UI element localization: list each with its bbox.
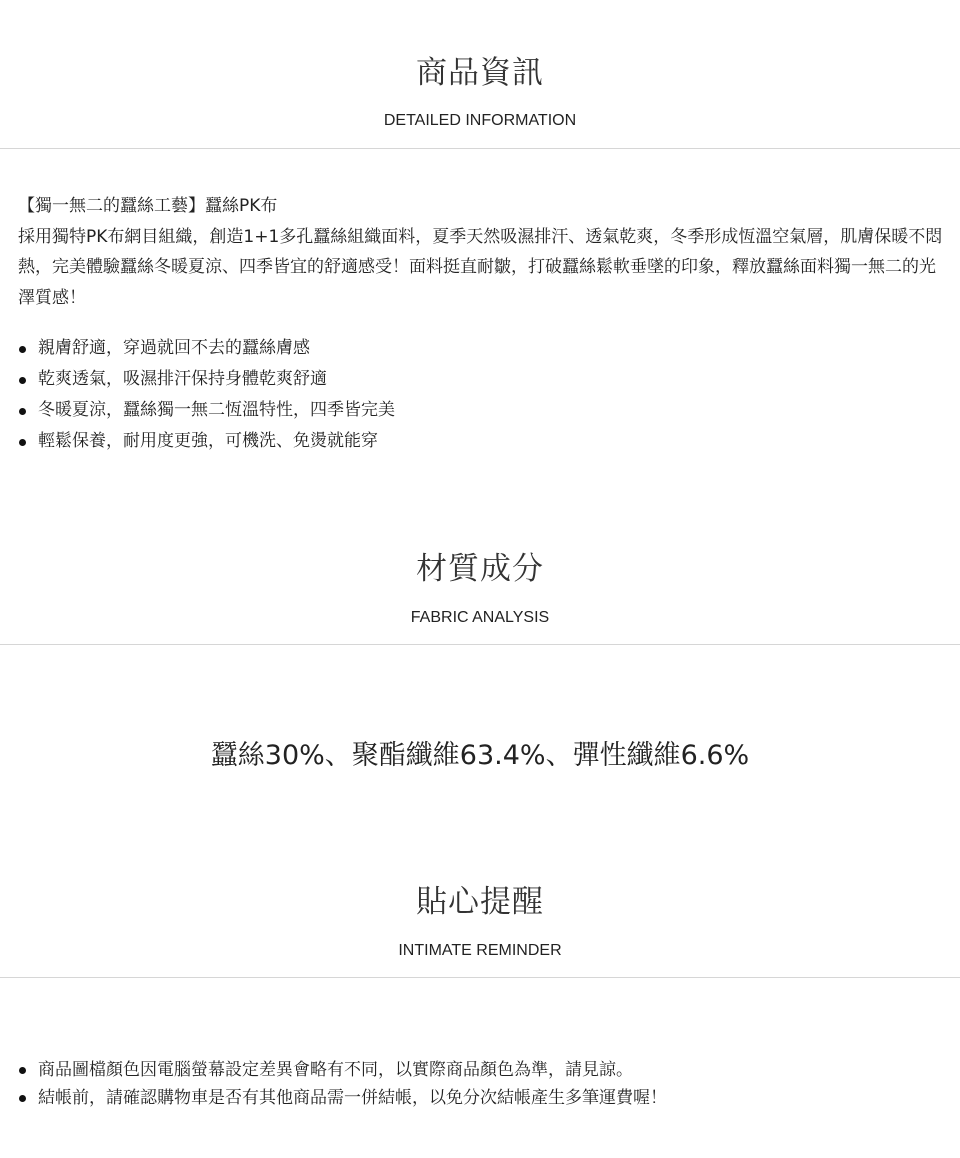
feature-text: 乾爽透氣，吸濕排汗保持身體乾爽舒適: [38, 369, 327, 389]
reminder-list: [18, 1056, 948, 1112]
feature-text: 親膚舒適，穿過就回不去的蠶絲膚感: [38, 338, 310, 358]
feature-text: 冬暖夏涼，蠶絲獨一無二恆溫特性，四季皆完美: [38, 400, 395, 420]
description-heading: 【獨一無二的蠶絲工藝】蠶絲PK布: [18, 196, 278, 216]
section-title-zh: 貼心提醒: [416, 884, 544, 920]
bullet-icon: [19, 408, 26, 415]
section-title-en: FABRIC ANALYSIS: [410, 609, 550, 626]
section-title-zh: 材質成分: [416, 551, 544, 587]
bullet-icon: [19, 1095, 26, 1102]
bullet-icon: [19, 1067, 26, 1074]
section-divider: [0, 148, 960, 149]
list-item: [18, 395, 948, 426]
fabric-analysis-header: [0, 549, 960, 628]
description-body: 採用獨特PK布網目組織，創造1+1多孔蠶絲組織面料，夏季天然吸濕排汗、透氣乾爽，冬季形成恆溫空氣層，肌膚保暖不悶熱，完美體驗蠶絲冬暖夏涼、四季皆宜的舒適感受！面料挺直耐皺，打破蠶絲鬆軟垂墜的印象，釋放蠶絲面料獨一無二的光澤質感！: [18, 226, 943, 308]
feature-list: [18, 333, 948, 457]
list-item: [18, 333, 948, 364]
detailed-information-header: [0, 53, 960, 131]
section-title-zh: 商品資訊: [416, 55, 544, 91]
fabric-composition: 蠶絲30%、聚酯纖維63.4%、彈性纖維6.6%: [210, 740, 750, 771]
bullet-icon: [19, 377, 26, 384]
reminder-text: 結帳前，請確認購物車是否有其他商品需一併結帳，以免分次結帳產生多筆運費喔！: [38, 1088, 667, 1108]
list-item: [18, 1084, 948, 1112]
bullet-icon: [19, 439, 26, 446]
section-divider: [0, 977, 960, 978]
list-item: [18, 364, 948, 395]
feature-text: 輕鬆保養，耐用度更強，可機洗、免燙就能穿: [38, 431, 378, 451]
bullet-icon: [19, 346, 26, 353]
intimate-reminder-header: [0, 882, 960, 961]
section-title-en: DETAILED INFORMATION: [383, 112, 577, 129]
product-description: [18, 191, 948, 313]
list-item: [18, 1056, 948, 1084]
reminder-text: 商品圖檔顏色因電腦螢幕設定差異會略有不同，以實際商品顏色為準，請見諒。: [38, 1060, 633, 1080]
list-item: [18, 426, 948, 457]
section-title-en: INTIMATE REMINDER: [398, 942, 562, 959]
section-divider: [0, 644, 960, 645]
